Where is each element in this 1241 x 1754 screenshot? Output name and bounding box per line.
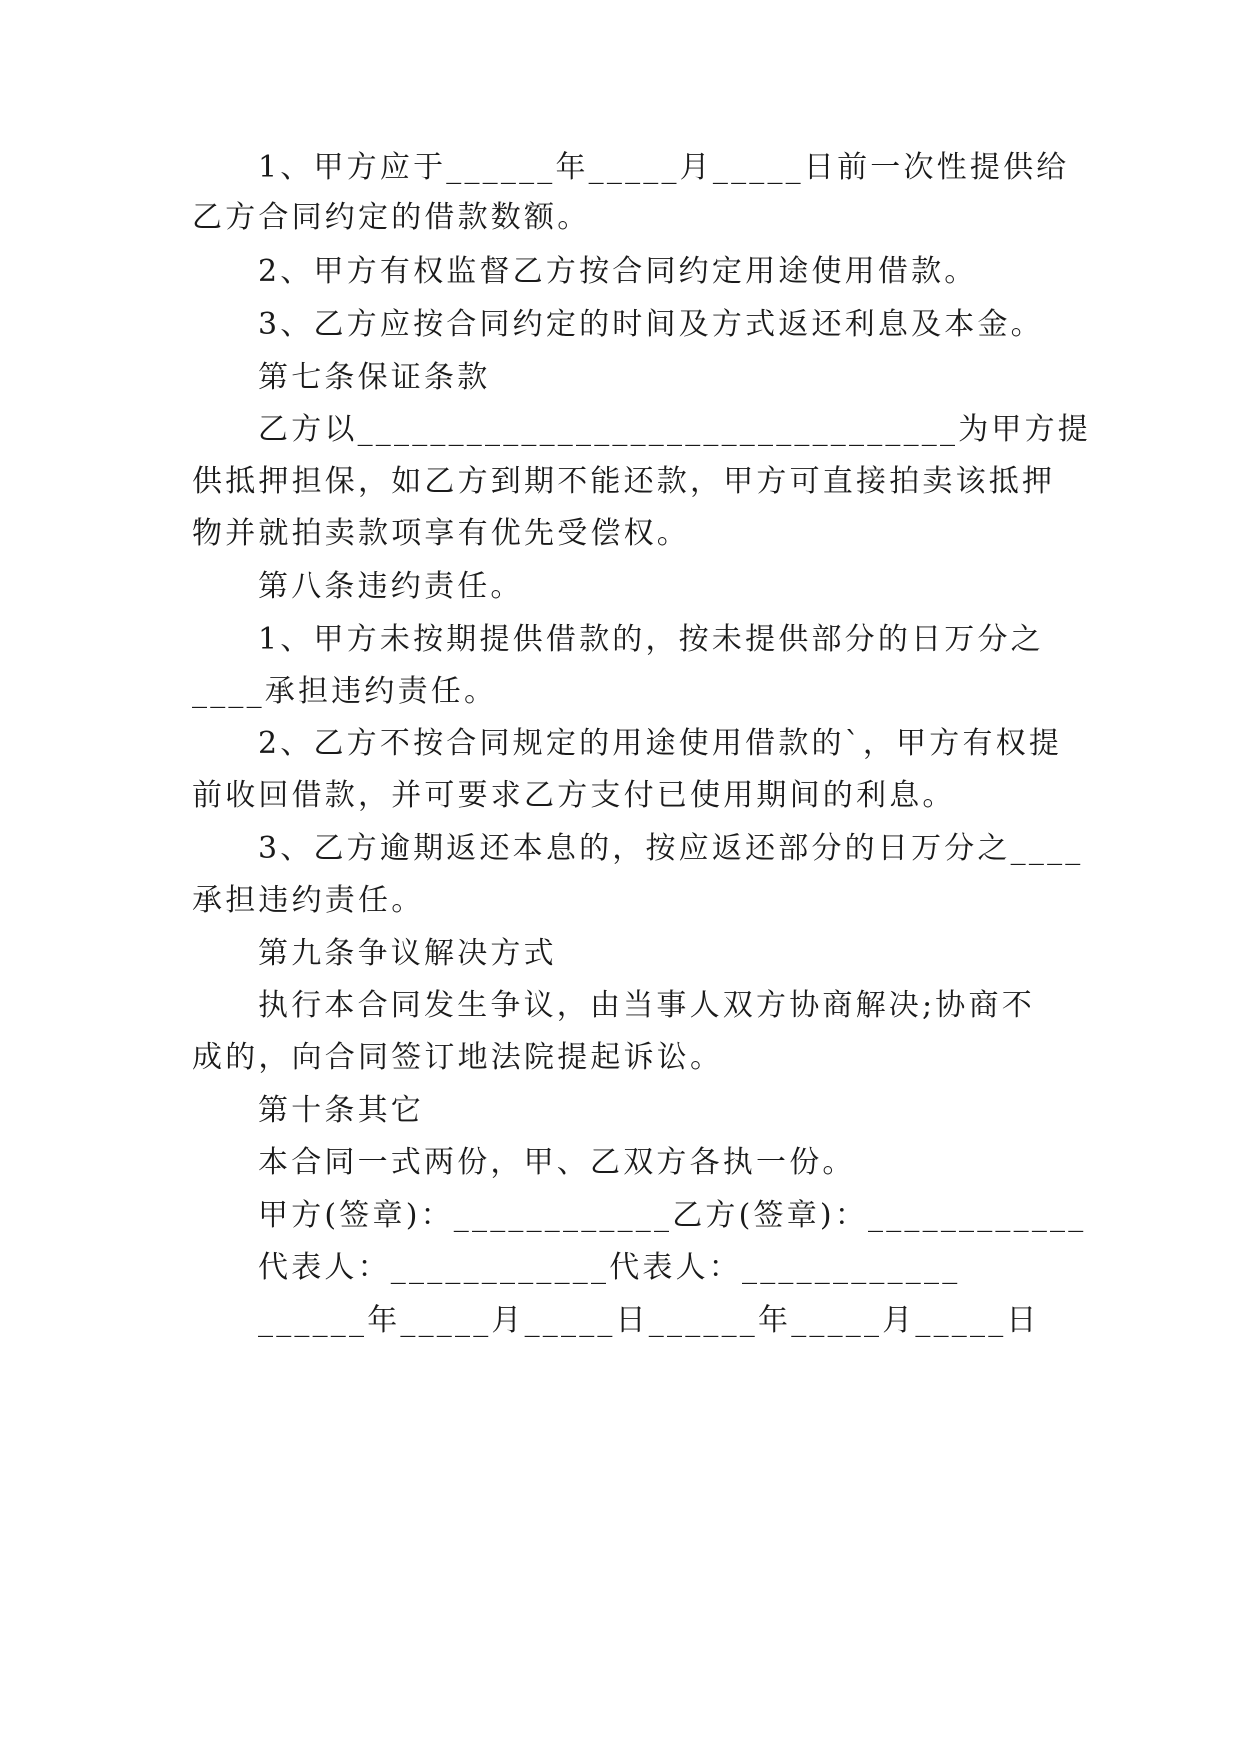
- clause-6-item-1-line-2: 乙方合同约定的借款数额。: [192, 200, 591, 235]
- clause-8-item-1-line-1: 1、甲方未按期提供借款的，按未提供部分的日万分之: [258, 622, 1044, 657]
- clause-6-item-3: 3、乙方应按合同约定的时间及方式返还利息及本金。: [258, 307, 1044, 342]
- representative-line: 代表人：____________代表人：____________: [258, 1250, 961, 1285]
- clause-6-item-2: 2、甲方有权监督乙方按合同约定用途使用借款。: [258, 254, 978, 289]
- clause-8-item-1-line-2: ____承担违约责任。: [192, 674, 498, 709]
- clause-8-item-2-line-2: 前收回借款，并可要求乙方支付已使用期间的利息。: [192, 778, 956, 813]
- clause-8-item-3-line-1: 3、乙方逾期返还本息的，按应返还部分的日万分之____: [258, 831, 1084, 866]
- signature-date-line: ______年_____月_____日______年_____月_____日: [258, 1303, 1040, 1338]
- clause-8-item-3-line-2: 承担违约责任。: [192, 883, 425, 918]
- clause-9-body-line-2: 成的，向合同签订地法院提起诉讼。: [192, 1040, 724, 1075]
- clause-10-heading: 第十条其它: [258, 1093, 424, 1128]
- clause-7-body-line-2: 供抵押担保，如乙方到期不能还款，甲方可直接拍卖该抵押: [192, 464, 1056, 499]
- clause-9-heading: 第九条争议解决方式: [258, 936, 557, 971]
- clause-10-body: 本合同一式两份，甲、乙双方各执一份。: [258, 1145, 856, 1180]
- signature-party-line: 甲方(签章)：____________乙方(签章)：____________: [258, 1198, 1087, 1233]
- clause-6-item-1-line-1: 1、甲方应于______年_____月_____日前一次性提供给: [258, 150, 1070, 185]
- clause-8-heading: 第八条违约责任。: [258, 569, 524, 604]
- clause-7-body-line-3: 物并就拍卖款项享有优先受偿权。: [192, 516, 690, 551]
- clause-9-body-line-1: 执行本合同发生争议，由当事人双方协商解决;协商不: [258, 988, 1035, 1023]
- clause-8-item-2-line-1: 2、乙方不按合同规定的用途使用借款的`，甲方有权提: [258, 726, 1063, 761]
- clause-7-body-line-1: 乙方以_________________________________为甲方提: [258, 412, 1091, 447]
- clause-7-heading: 第七条保证条款: [258, 360, 491, 395]
